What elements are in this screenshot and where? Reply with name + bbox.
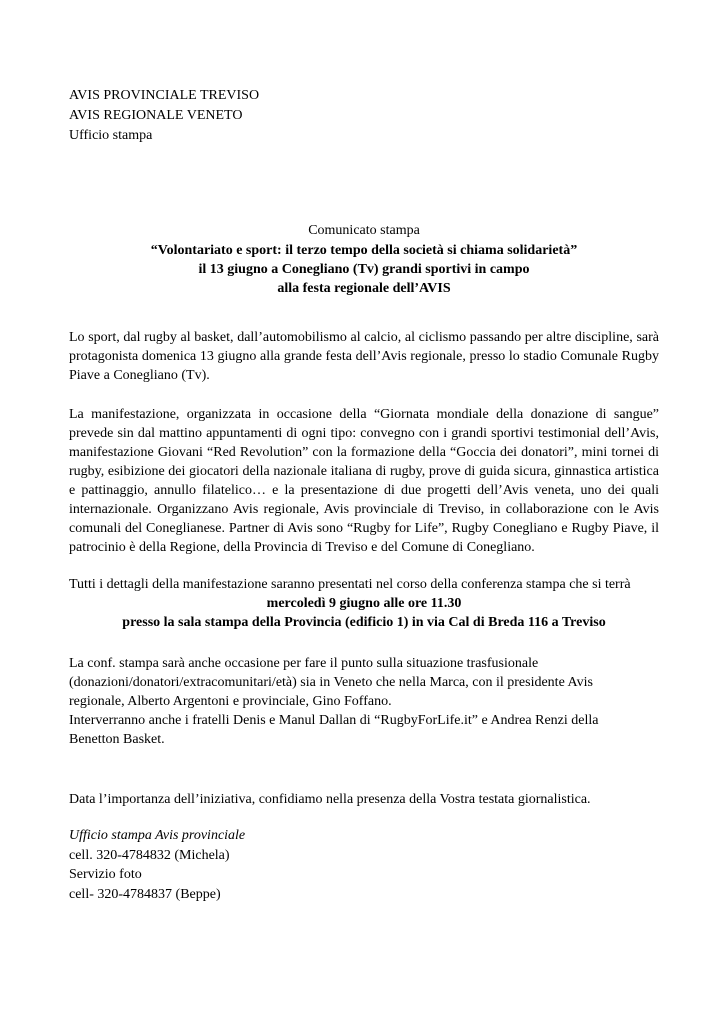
paragraph-event-details: La manifestazione, organizzata in occasione della “Giornata mondiale della donazione di sangue” prevede sin dal mattino appuntamenti di ogni tipo: convegno con i grandi sportivi testimonial dell’Avis, manifestazione Giovani “Red Revolution” con la formazione della “Goccia dei donatori”, mini tornei di rugby, esibizione dei giocatori della nazionale italiana di rugby, prove di guida sicura, ginnastica artistica e pattinaggio, annullo filatelico… e la presentazione di due progetti dell’Avis veneta, uno dei quali internazionale. Organizzano Avis regionale, Avis provinciale di Treviso, in collaborazione con le Avis comunali del Coneglianese. Partner di Avis sono “Rugby for Life”, Rugby Conegliano e Rugby Piave, il patrocinio è della Regione, della Provincia di Treviso e del Comune di Conegliano. <box>69 407 659 555</box>
footer-contact-2: cell- 320-4784837 (Beppe) <box>69 886 221 902</box>
paragraph-closing: Data l’importanza dell’iniziativa, confidiamo nella presenza della Vostra testata giornalistica. <box>69 792 591 807</box>
sender-line-provincial: AVIS PROVINCIALE TREVISO <box>69 88 260 103</box>
speakers-line-4: Interverranno anche i fratelli Denis e Manul Dallan di “RugbyForLife.it” e Andrea Renzi della <box>69 713 599 728</box>
conference-place: presso la sala stampa della Provincia (edificio 1) in via Cal di Breda 116 a Treviso <box>122 615 606 630</box>
conference-intro: Tutti i dettagli della manifestazione saranno presentati nel corso della conferenza stampa che si terrà <box>69 577 631 592</box>
headline-line-3: alla festa regionale dell’AVIS <box>277 281 451 296</box>
speakers-line-5: Benetton Basket. <box>69 732 165 747</box>
footer-contact-1: cell. 320-4784832 (Michela) <box>69 847 230 863</box>
paragraph-intro: Lo sport, dal rugby al basket, dall’automobilismo al calcio, al ciclismo passando per altre discipline, sarà protagonista domenica 13 giugno alla grande festa dell’Avis regionale, presso lo stadio Comunale Rugby Piave a Conegliano (Tv). <box>69 330 659 383</box>
sender-header <box>69 86 259 146</box>
speakers-line-3: regionale, Alberto Argentoni e provinciale, Gino Foffano. <box>69 694 392 709</box>
paragraph-speakers <box>69 654 659 749</box>
contact-footer <box>69 826 245 904</box>
footer-photo-service: Servizio foto <box>69 867 142 882</box>
document-type-label: Comunicato stampa <box>308 223 420 238</box>
paragraph-conference <box>69 575 659 632</box>
sender-line-regional: AVIS REGIONALE VENETO <box>69 108 243 123</box>
speakers-line-1: La conf. stampa sarà anche occasione per fare il punto sulla situazione trasfusionale <box>69 656 539 671</box>
sender-line-office: Ufficio stampa <box>69 128 153 143</box>
headline-line-1: “Volontariato e sport: il terzo tempo della società si chiama solidarietà” <box>150 243 578 258</box>
speakers-line-2: (donazioni/donatori/extracomunitari/età) sia in Veneto che nella Marca, con il presidente Avis <box>69 675 593 690</box>
title-block <box>69 221 659 298</box>
conference-date: mercoledì 9 giugno alle ore 11.30 <box>266 596 462 611</box>
footer-office: Ufficio stampa Avis provinciale <box>69 828 246 843</box>
headline-line-2: il 13 giugno a Conegliano (Tv) grandi sportivi in campo <box>198 262 530 277</box>
